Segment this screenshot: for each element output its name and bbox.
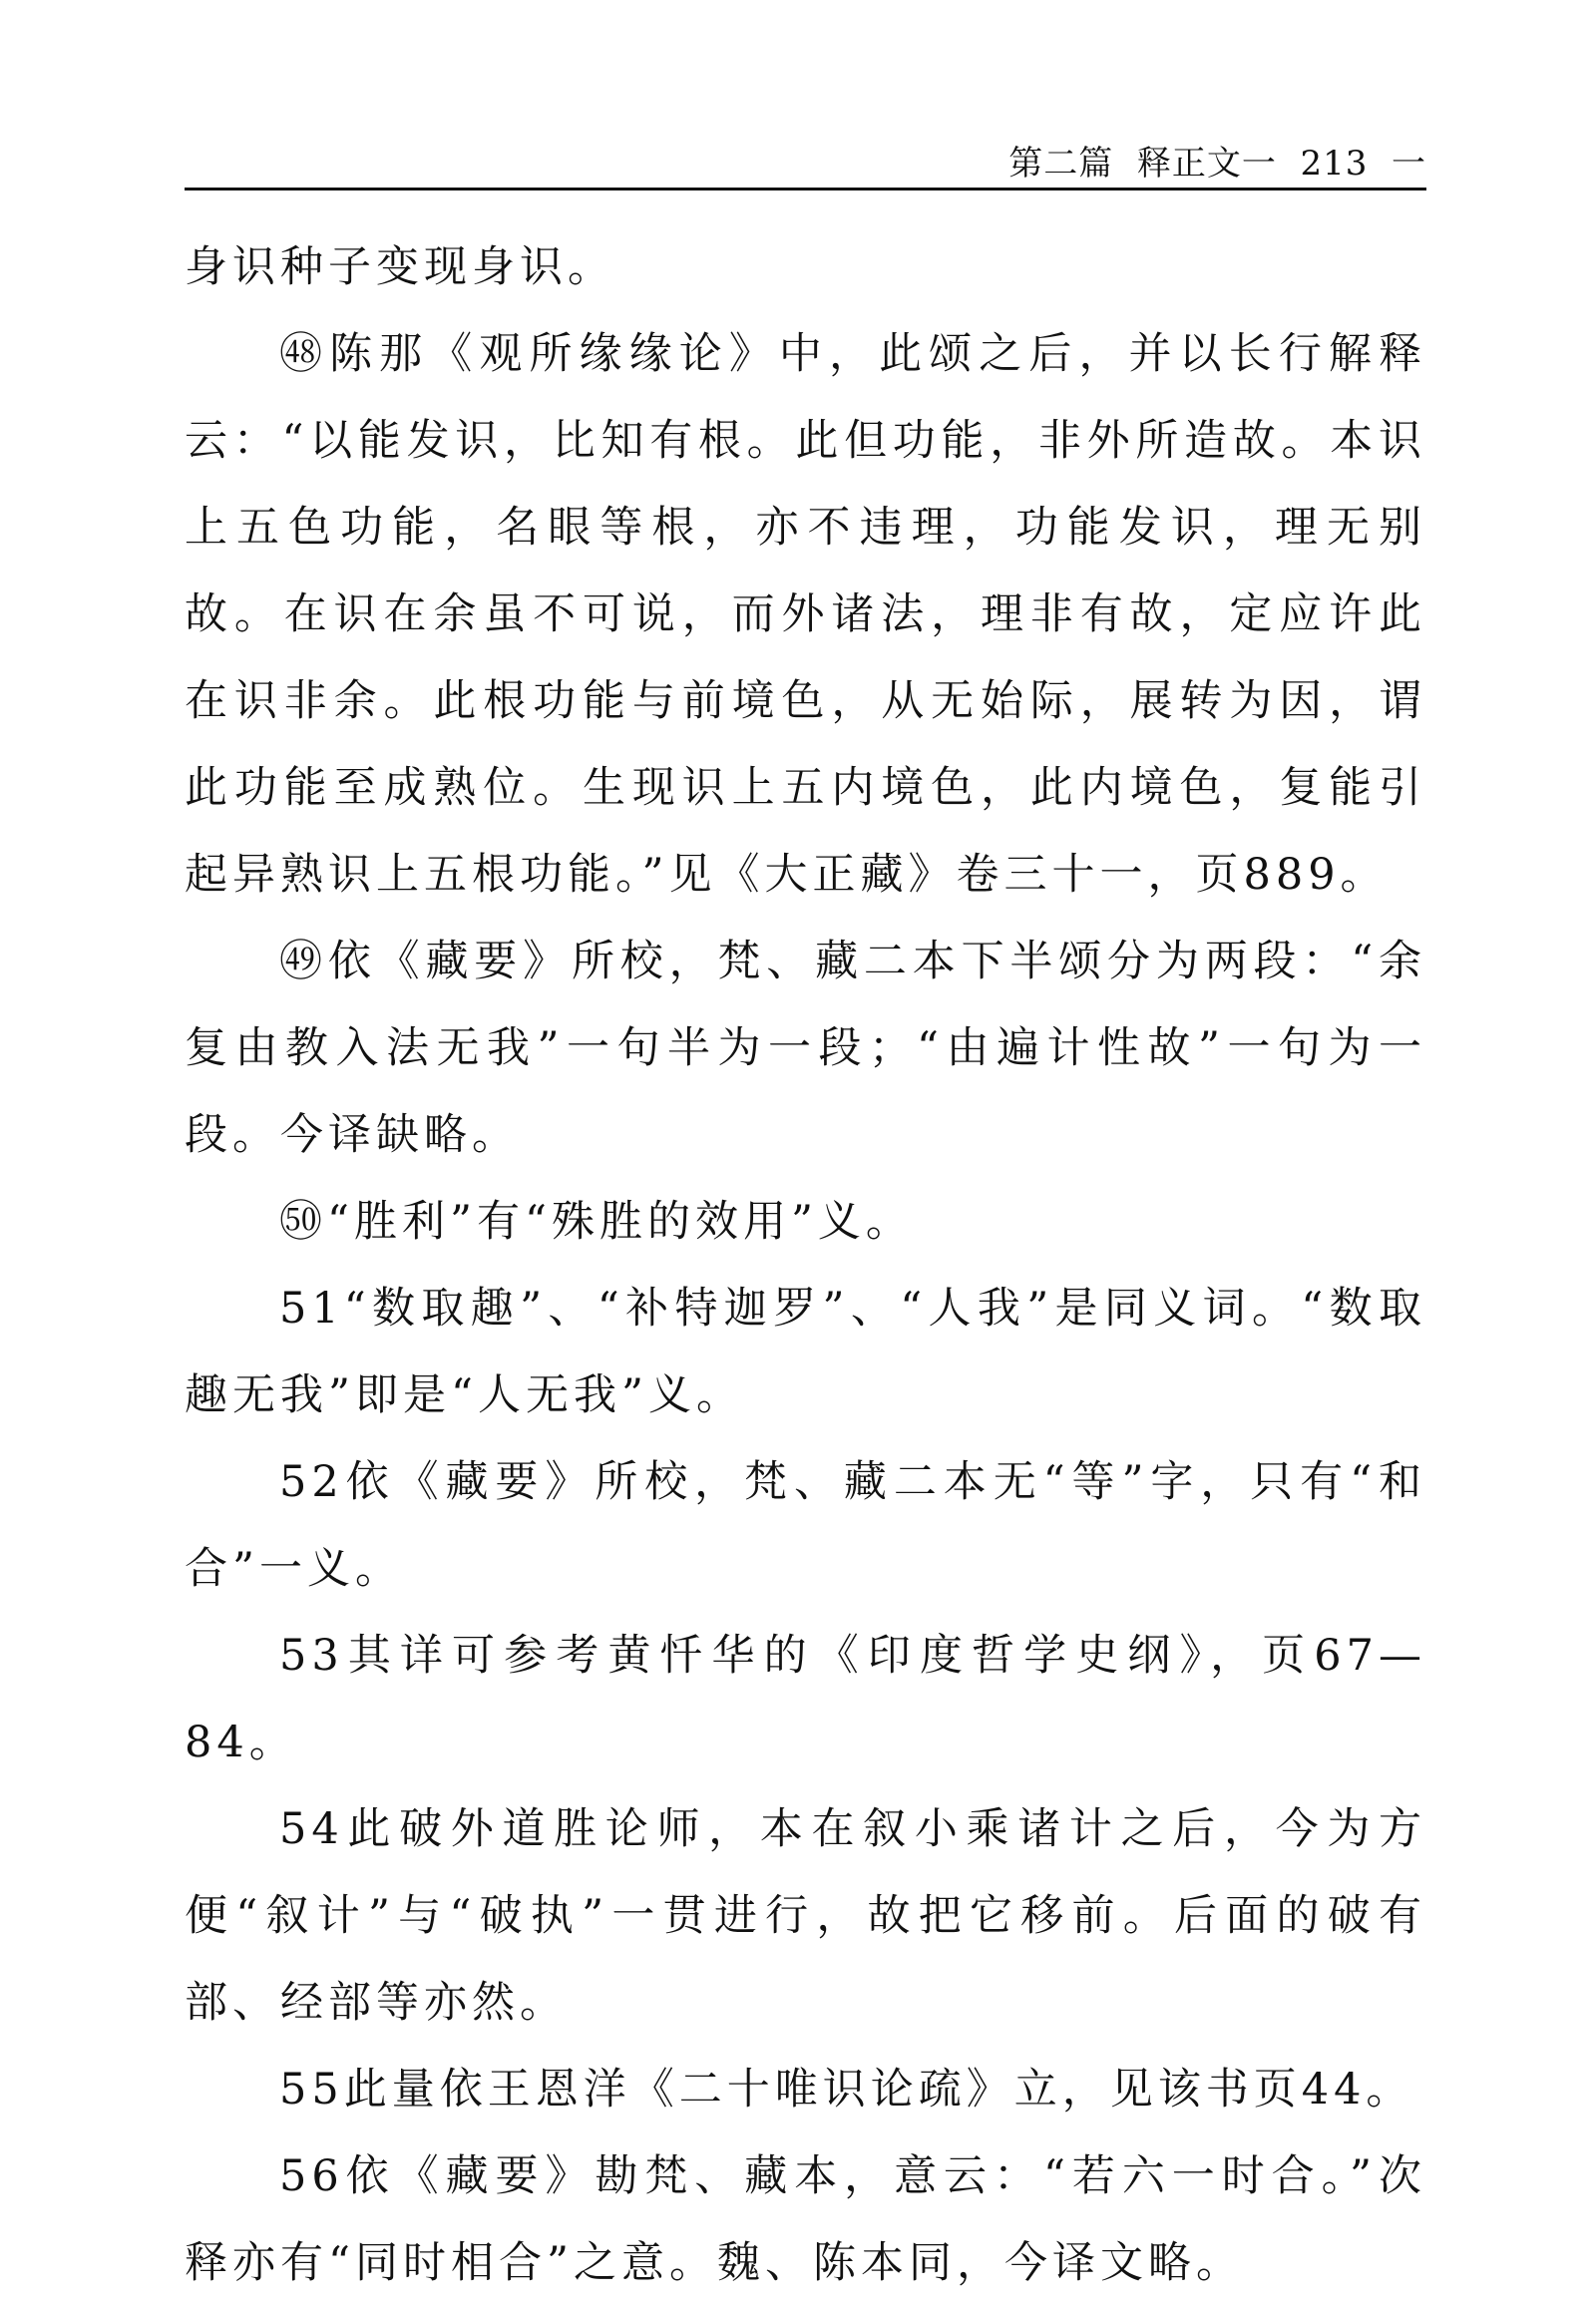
note-50: ㊿“胜利”有“殊胜的效用”义。: [279, 1197, 914, 1247]
note-48: ㊽陈那《观所缘缘论》中，此颂之后，并以长行解释云：“以能发识，比知有根。此但功能，非外所造故。本识上五色功能，名眼等根，亦不违理，功能发识，理无别故。在识在余虽不可说，而外诸法，理非有故，定应许此在识非余。此根功能与前境色，从无始际，展转为因，谓此功能至成熟位。生现识上五内境色，此内境色，复能引起异熟识上五根功能。”见《大正藏》卷三十一，页889。: [185, 329, 1426, 900]
paragraph-continuation: 身识种子变现身识。: [185, 242, 615, 292]
page-header: [185, 138, 1426, 191]
page-body: [185, 224, 1426, 2307]
note-55: 55此量依王恩洋《二十唯识论疏》立，见该书页44。: [279, 2065, 1414, 2115]
running-header: 第二篇 释正文一 213 一: [1008, 144, 1426, 184]
note-56: 56依《藏要》勘梵、藏本，意云：“若六一时合。”次释亦有“同时相合”之意。魏、陈本同，今译文略。: [185, 2151, 1426, 2288]
note-53: 53其详可参考黄忏华的《印度哲学史纲》，页67—84。: [185, 1631, 1426, 1767]
note-52: 52依《藏要》所校，梵、藏二本无“等”字，只有“和合”一义。: [185, 1457, 1426, 1594]
note-51: 51“数取趣”、“补特迦罗”、“人我”是同义词。“数取趣无我”即是“人无我”义。: [185, 1284, 1426, 1420]
note-54: 54此破外道胜论师，本在叙小乘诸计之后，今为方便“叙计”与“破执”一贯进行，故把它移前。后面的破有部、经部等亦然。: [185, 1804, 1426, 2028]
note-49: ㊾依《藏要》所校，梵、藏二本下半颂分为两段：“余复由教入法无我”一句半为一段；“由遍计性故”一句为一段。今译缺略。: [185, 937, 1426, 1160]
